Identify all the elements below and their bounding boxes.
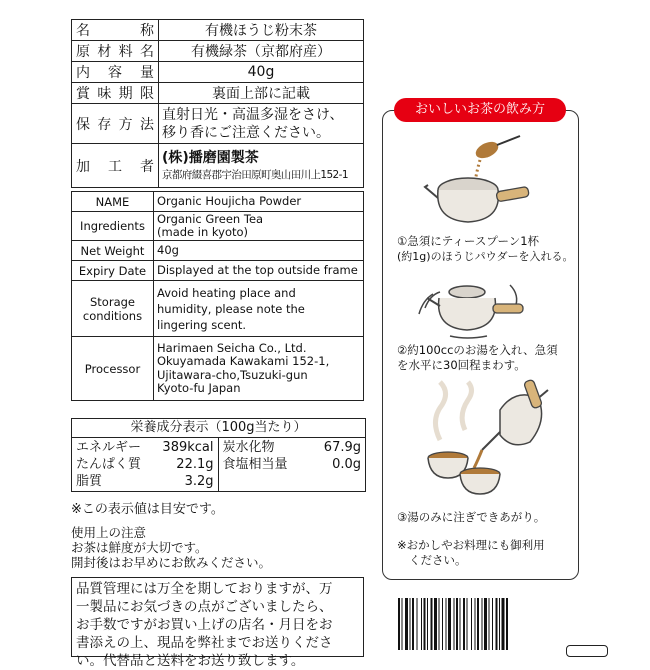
en-processor-line: Ujitawara-cho,Tsuzuki-gun bbox=[157, 367, 308, 382]
step-line: (約1g)のほうじパウダーを入れる。 bbox=[397, 250, 574, 263]
en-ingredients-line: (made in kyoto) bbox=[157, 225, 249, 239]
barcode-icon bbox=[398, 598, 566, 650]
en-label-storage bbox=[72, 281, 154, 337]
nutrient-value: 389kcal bbox=[162, 440, 214, 455]
nutrient-name: 炭水化物 bbox=[222, 440, 275, 455]
jp-info-table bbox=[71, 19, 364, 188]
en-ingredients-line: Organic Green Tea bbox=[157, 211, 264, 226]
qa-line: お手数ですがお買い上げの店名・月日をお bbox=[76, 617, 333, 633]
nutrition-table bbox=[71, 418, 366, 492]
en-label-ingredients: Ingredients bbox=[72, 212, 154, 241]
corner-mark bbox=[566, 645, 608, 657]
nutrition-title: 栄養成分表示（100g当たり） bbox=[72, 419, 365, 438]
jp-value-processor bbox=[159, 144, 364, 188]
jp-value-ingredients: 有機緑茶（京都府産） bbox=[159, 41, 364, 62]
nutrition-row bbox=[76, 439, 214, 456]
en-processor-line: Kyoto-fu Japan bbox=[157, 381, 241, 395]
howto-step-1 bbox=[397, 234, 573, 264]
en-processor-line: Harimaen Seicha Co., Ltd. bbox=[157, 340, 307, 355]
qa-line: 書添えの上、現品を弊社までお送りくださ bbox=[76, 635, 333, 651]
teapot-with-spoon-icon bbox=[420, 132, 535, 227]
nutrition-right-column bbox=[219, 438, 366, 491]
nutrition-row bbox=[223, 439, 362, 456]
en-value-expiry: Displayed at the top outside frame bbox=[154, 261, 364, 281]
jp-label-processor: 加 工 者 bbox=[72, 144, 159, 188]
en-processor-line: Okuyamada Kawakami 152-1, bbox=[157, 354, 330, 368]
nutrient-name: たんぱく質 bbox=[76, 457, 142, 472]
nutrition-row bbox=[76, 456, 214, 473]
usage-line: 開封後はお早めにお飲みください。 bbox=[71, 555, 272, 570]
jp-value-content: 40g bbox=[159, 62, 364, 83]
en-storage-label-line: Storage bbox=[90, 294, 135, 309]
en-value-name: Organic Houjicha Powder bbox=[154, 192, 364, 212]
jp-label-storage: 保存方法 bbox=[72, 104, 159, 144]
nutrient-value: 0.0g bbox=[332, 457, 361, 472]
en-value-weight: 40g bbox=[154, 241, 364, 261]
step-line: ②約100ccのお湯を入れ、急須 bbox=[397, 343, 558, 357]
note-line: ください。 bbox=[409, 553, 467, 567]
nutrient-value: 67.9g bbox=[323, 440, 361, 455]
jp-label-name: 名 称 bbox=[72, 20, 159, 41]
en-value-processor bbox=[154, 337, 364, 401]
jp-value-expiry: 裏面上部に記載 bbox=[159, 83, 364, 104]
en-storage-line: lingering scent. bbox=[157, 317, 247, 332]
en-storage-line: Avoid heating place and bbox=[157, 285, 296, 300]
quality-notice-box bbox=[71, 577, 364, 669]
nutrition-left-column bbox=[72, 438, 219, 491]
nutrient-name: 食塩相当量 bbox=[222, 457, 288, 472]
swirling-teapot-icon bbox=[415, 270, 530, 340]
en-storage-label-line: conditions bbox=[82, 308, 143, 323]
jp-processor-name: (株)播磨園製茶 bbox=[162, 149, 259, 166]
note-line: ※おかしやお料理にも御利用 bbox=[397, 538, 545, 552]
en-label-name: NAME bbox=[72, 192, 154, 212]
usage-notes bbox=[71, 525, 271, 570]
jp-value-storage bbox=[159, 104, 364, 144]
howto-step-3: ③湯のみに注ぎできあがり。 bbox=[397, 510, 546, 524]
usage-heading: 使用上の注意 bbox=[71, 525, 147, 540]
qa-line: 一製品にお気づきの点がございましたら、 bbox=[76, 599, 333, 615]
usage-line: お茶は鮮度が大切です。 bbox=[71, 540, 208, 555]
pouring-teapot-icon bbox=[420, 380, 560, 500]
jp-label-expiry: 賞味期限 bbox=[72, 83, 159, 104]
step-line: ①急須にティースプーン1杯 bbox=[397, 234, 540, 248]
jp-processor-address: 京都府綴喜郡宇治田原町奥山田川上152-1 bbox=[162, 168, 348, 181]
en-info-table bbox=[71, 191, 364, 401]
en-storage-line: humidity, please note the bbox=[157, 301, 305, 316]
en-label-weight: Net Weight bbox=[72, 241, 154, 261]
nutrient-name: 脂質 bbox=[76, 474, 103, 489]
nutrition-row bbox=[76, 473, 214, 490]
jp-storage-line: 直射日光・高温多湿をさけ、 bbox=[162, 106, 344, 123]
howto-step-2 bbox=[397, 343, 558, 373]
nutrient-value: 3.2g bbox=[184, 474, 214, 489]
en-value-ingredients bbox=[154, 212, 364, 241]
nutrition-row bbox=[223, 456, 362, 473]
jp-storage-line: 移り香にご注意ください。 bbox=[162, 124, 330, 141]
step-line: を水平に30回程まわす。 bbox=[397, 358, 526, 372]
jp-value-name: 有機ほうじ粉末茶 bbox=[159, 20, 364, 41]
en-value-storage bbox=[154, 281, 364, 337]
howto-note bbox=[397, 538, 545, 568]
qa-line: い。代替品と送料をお送り致します。 bbox=[76, 653, 305, 669]
howto-title: おいしいお茶の飲み方 bbox=[394, 98, 566, 122]
nutrition-footnote: ※この表示値は目安です。 bbox=[71, 502, 224, 517]
qa-line: 品質管理には万全を期しておりますが、万 bbox=[76, 581, 333, 597]
nutrient-name: エネルギー bbox=[76, 440, 142, 455]
nutrient-value: 22.1g bbox=[176, 457, 214, 472]
jp-label-ingredients: 原材料名 bbox=[72, 41, 159, 62]
en-label-expiry: Expiry Date bbox=[72, 261, 154, 281]
en-label-processor: Processor bbox=[72, 337, 154, 401]
jp-label-content: 内 容 量 bbox=[72, 62, 159, 83]
